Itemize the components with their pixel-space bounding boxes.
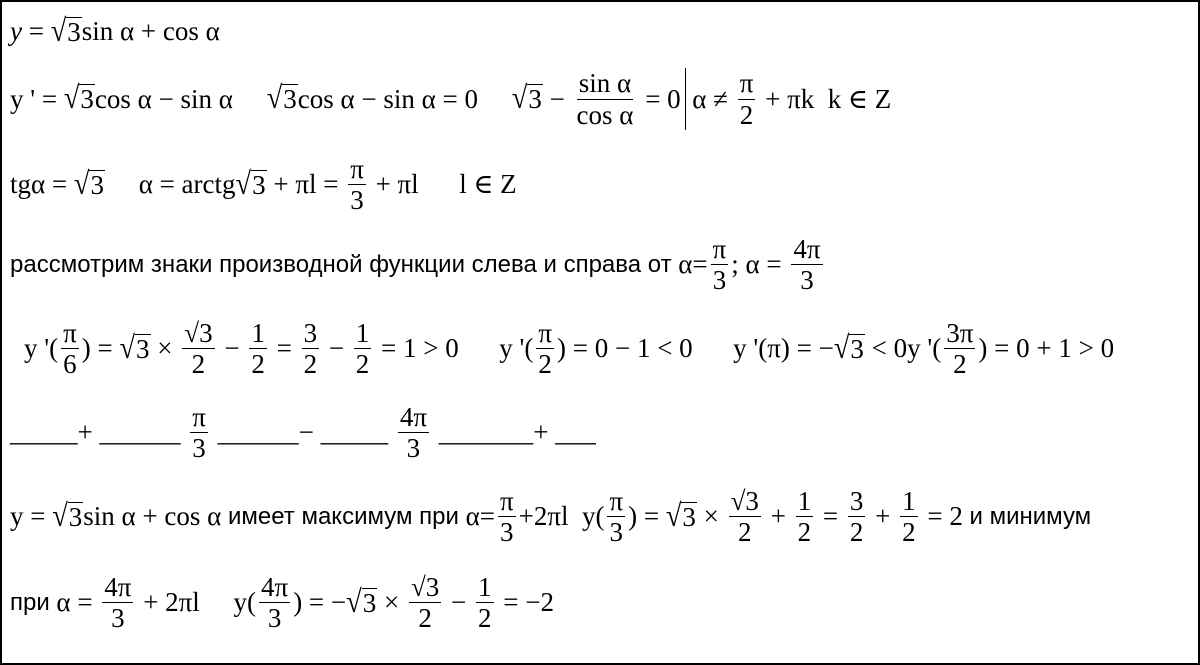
fraction: $\frac{\pi}{3}$ <box>350 154 364 216</box>
minimum-line <box>10 572 554 633</box>
fraction: $\frac{√3}{2}$ <box>184 318 213 380</box>
sqrt: √ 3 <box>63 81 94 117</box>
sqrt: √ 3 <box>52 499 83 534</box>
text: ) = 0 − 1 < 0 y '(π) = − <box>557 333 834 364</box>
fraction: $\frac{4\pi}{3}$ <box>104 572 132 634</box>
fraction: $\frac{4\pi}{3}$ <box>261 572 289 634</box>
text: ) = <box>81 333 120 364</box>
text: _____+ ______ <box>10 417 188 448</box>
text: имеет максимум при <box>221 502 466 530</box>
text: y '( <box>24 333 59 364</box>
text: = −2 <box>496 587 554 618</box>
sign-number-line <box>10 402 596 463</box>
text: и минимум <box>962 502 1092 530</box>
fraction: $\frac{\pi}{3}$ <box>712 234 727 296</box>
text: ) = 0 + 1 > 0 <box>978 333 1115 364</box>
critical-point-line <box>10 154 517 215</box>
text: tgα = <box>10 169 74 200</box>
fraction: $\frac{√3}{2}$ <box>410 572 440 634</box>
fraction: $\frac{1}{2}$ <box>797 486 812 548</box>
text: ) = <box>628 501 666 532</box>
text: + <box>868 501 898 532</box>
text: cos α − sin α = 0 <box>297 83 512 114</box>
text: = <box>269 333 299 364</box>
text: sin α + cos α <box>81 16 220 46</box>
text: ) = − <box>293 587 347 618</box>
sqrt: √ 3 <box>266 81 297 117</box>
text: = <box>816 501 845 532</box>
sqrt: √ 3 <box>235 167 266 202</box>
sqrt: √ 3 <box>73 167 104 202</box>
text: × <box>377 587 406 618</box>
maximum-line <box>10 486 1091 547</box>
text: + πl = <box>266 169 346 200</box>
text: cos α − sin α <box>94 83 267 114</box>
text: ; α = <box>731 249 789 280</box>
text: + πl l ∈ Z <box>368 169 517 200</box>
text: − <box>322 333 351 364</box>
sqrt: √ 3 <box>119 331 150 366</box>
sign-analysis-intro <box>10 234 826 295</box>
fraction: $\frac{1}{2}$ <box>902 486 916 548</box>
text: = 0 <box>638 83 681 114</box>
fraction: $\frac{4\pi}{3}$ <box>793 234 821 296</box>
sqrt: √ 3 <box>511 81 542 117</box>
text: α = arctg <box>104 169 236 200</box>
text: α = <box>56 587 100 618</box>
text: y <box>10 16 22 46</box>
vertical-bar <box>685 68 687 130</box>
sqrt: √ 3 <box>346 585 377 620</box>
fraction: $\frac{1}{2}$ <box>478 572 492 634</box>
text: − <box>444 587 473 618</box>
fraction: $\frac{1}{2}$ <box>251 318 265 380</box>
fraction: $\frac{\text{sin α}}{\text{cos α}}$ <box>576 68 634 130</box>
text: y ' = <box>10 83 64 114</box>
text: α= <box>678 249 708 280</box>
fraction: $\frac{√3}{2}$ <box>730 486 759 548</box>
fraction: $\frac{3}{2}$ <box>303 318 318 380</box>
text: < 0y '( <box>864 333 942 364</box>
fraction: $\frac{\pi}{6}$ <box>63 318 77 380</box>
text: × <box>150 333 180 364</box>
sqrt: √ 3 <box>50 13 81 49</box>
function-definition <box>10 13 220 49</box>
text: _______+ ___ <box>432 417 596 448</box>
fraction: $\frac{\pi}{3}$ <box>192 402 206 464</box>
text: +2πl y( <box>518 501 605 532</box>
fraction: $\frac{\pi}{2}$ <box>739 68 754 130</box>
text: y = <box>10 501 53 532</box>
fraction: $\frac{1}{2}$ <box>355 318 370 380</box>
derivative-values-line <box>24 318 1114 379</box>
fraction: $\frac{\pi}{2}$ <box>538 318 552 380</box>
text: = 1 > 0 y '( <box>374 333 534 364</box>
text: α ≠ <box>692 83 735 114</box>
fraction: $\frac{3\pi}{2}$ <box>946 318 974 380</box>
text: = 2 <box>920 501 963 532</box>
derivative-line <box>10 68 891 130</box>
text: ______− _____ <box>210 417 395 448</box>
fraction: $\frac{\pi}{3}$ <box>609 486 624 548</box>
text: рассмотрим знаки производной функции слева и справа от <box>10 250 679 278</box>
text: × <box>696 501 726 532</box>
fraction: $\frac{\pi}{3}$ <box>499 486 514 548</box>
text: sin α + cos α <box>83 501 222 532</box>
sqrt: √ 3 <box>833 331 864 366</box>
text: − <box>217 333 247 364</box>
sqrt: √ 3 <box>665 499 696 534</box>
text: + πk k ∈ Z <box>758 83 892 114</box>
fraction: $\frac{3}{2}$ <box>849 486 864 548</box>
text: + <box>763 501 793 532</box>
fraction: $\frac{4\pi}{3}$ <box>399 402 427 464</box>
text: α= <box>465 501 495 532</box>
text: = <box>21 16 51 46</box>
text: + 2πl y( <box>136 587 257 618</box>
text: при <box>10 588 57 616</box>
text: − <box>542 83 572 114</box>
